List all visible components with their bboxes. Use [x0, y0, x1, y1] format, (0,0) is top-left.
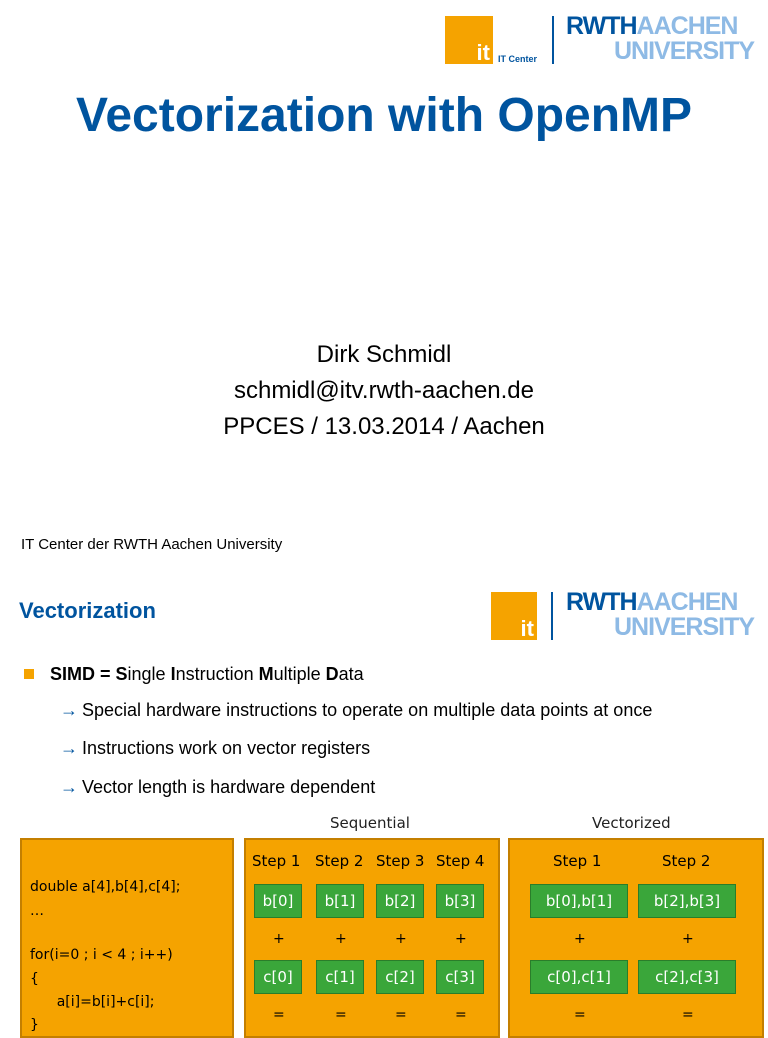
bullet-part: ingle — [127, 664, 171, 684]
plus-sign: + — [455, 931, 467, 947]
code-line: double a[4],b[4],c[4]; — [30, 879, 181, 895]
vectorization-slide — [0, 570, 768, 1033]
equals-sign: = — [455, 1007, 467, 1023]
bullet-part: I — [170, 664, 176, 684]
rwth-aachen-text: AACHEN — [636, 12, 738, 40]
code-line: for(i=0 ; i < 4 ; i++) — [30, 947, 173, 963]
plus-sign: + — [682, 931, 694, 947]
it-mark: it — [520, 616, 534, 641]
arrow-right-icon: → — [60, 777, 78, 797]
slide-title: Vectorization — [19, 598, 156, 623]
simd-bullet — [50, 664, 364, 685]
rwth-bold-text: RWTH — [566, 588, 637, 616]
step-label: Step 3 — [376, 852, 425, 870]
logo-divider — [552, 16, 554, 64]
rwth-logo — [566, 14, 754, 64]
logo-divider — [551, 592, 553, 640]
plus-sign: + — [335, 931, 347, 947]
b-register: b[1] — [316, 884, 364, 918]
step-label: Step 1 — [252, 852, 301, 870]
c-register: c[1] — [316, 960, 364, 994]
b-register: b[0] — [254, 884, 302, 918]
bullet-square-icon — [24, 669, 34, 679]
c-register: c[0] — [254, 960, 302, 994]
b-register: b[2] — [376, 884, 424, 918]
author-email: schmidl@itv.rwth-aachen.de — [233, 377, 535, 404]
bullet-part: ultiple — [273, 664, 326, 684]
equals-sign: = — [574, 1007, 586, 1023]
presentation-title: Vectorization with OpenMP — [75, 89, 693, 142]
rwth-university-text: UNIVERSITY — [614, 37, 755, 65]
code-line: } — [30, 1017, 39, 1033]
rwth-bold-text: RWTH — [566, 12, 637, 40]
c-register: c[3] — [436, 960, 484, 994]
it-mark: it — [476, 40, 490, 65]
code-line: a[i]=b[i]+c[i]; — [30, 994, 155, 1010]
subpoint — [60, 700, 652, 721]
step-label: Step 1 — [553, 852, 602, 870]
bullet-part: D — [325, 664, 339, 684]
code-line: { — [30, 971, 39, 987]
rwth-aachen-text: AACHEN — [636, 588, 738, 616]
subpoint — [60, 738, 370, 759]
bullet-part: S — [115, 664, 128, 684]
equals-sign: = — [682, 1007, 694, 1023]
it-center-logo — [445, 16, 493, 64]
sequential-box — [244, 838, 500, 1038]
step-label: Step 2 — [662, 852, 711, 870]
code-box — [20, 838, 234, 1038]
bullet-part: SIMD = — [50, 664, 116, 684]
rwth-university-text: UNIVERSITY — [614, 613, 755, 641]
b-vector-register: b[2],b[3] — [638, 884, 736, 918]
author-event: PPCES / 13.03.2014 / Aachen — [223, 413, 545, 440]
subpoint-text: Instructions work on vector registers — [82, 738, 371, 758]
c-vector-register: c[0],c[1] — [530, 960, 628, 994]
bullet-part: ata — [338, 664, 364, 684]
equals-sign: = — [395, 1007, 407, 1023]
slide-footer: IT Center der RWTH Aachen University — [21, 536, 283, 553]
step-label: Step 2 — [315, 852, 364, 870]
subpoint-text: Vector length is hardware dependent — [82, 777, 376, 797]
author-name: Dirk Schmidl — [316, 341, 452, 368]
bullet-part: M — [258, 664, 274, 684]
arrow-right-icon: → — [60, 700, 78, 720]
it-center-logo — [491, 592, 537, 640]
subpoint — [60, 777, 375, 798]
plus-sign: + — [574, 931, 586, 947]
vectorized-caption: Vectorized — [592, 814, 671, 832]
code-line: … — [30, 903, 44, 919]
c-vector-register: c[2],c[3] — [638, 960, 736, 994]
equals-sign: = — [335, 1007, 347, 1023]
b-vector-register: b[0],b[1] — [530, 884, 628, 918]
c-register: c[2] — [376, 960, 424, 994]
step-label: Step 4 — [436, 852, 485, 870]
plus-sign: + — [273, 931, 285, 947]
rwth-logo — [566, 590, 754, 640]
bullet-part: nstruction — [175, 664, 259, 684]
sequential-caption: Sequential — [330, 814, 410, 832]
arrow-right-icon: → — [60, 738, 78, 758]
vectorized-box — [508, 838, 764, 1038]
b-register: b[3] — [436, 884, 484, 918]
subpoint-text: Special hardware instructions to operate on multiple data points at once — [82, 700, 653, 720]
plus-sign: + — [395, 931, 407, 947]
it-center-label: IT Center — [498, 54, 538, 64]
equals-sign: = — [273, 1007, 285, 1023]
